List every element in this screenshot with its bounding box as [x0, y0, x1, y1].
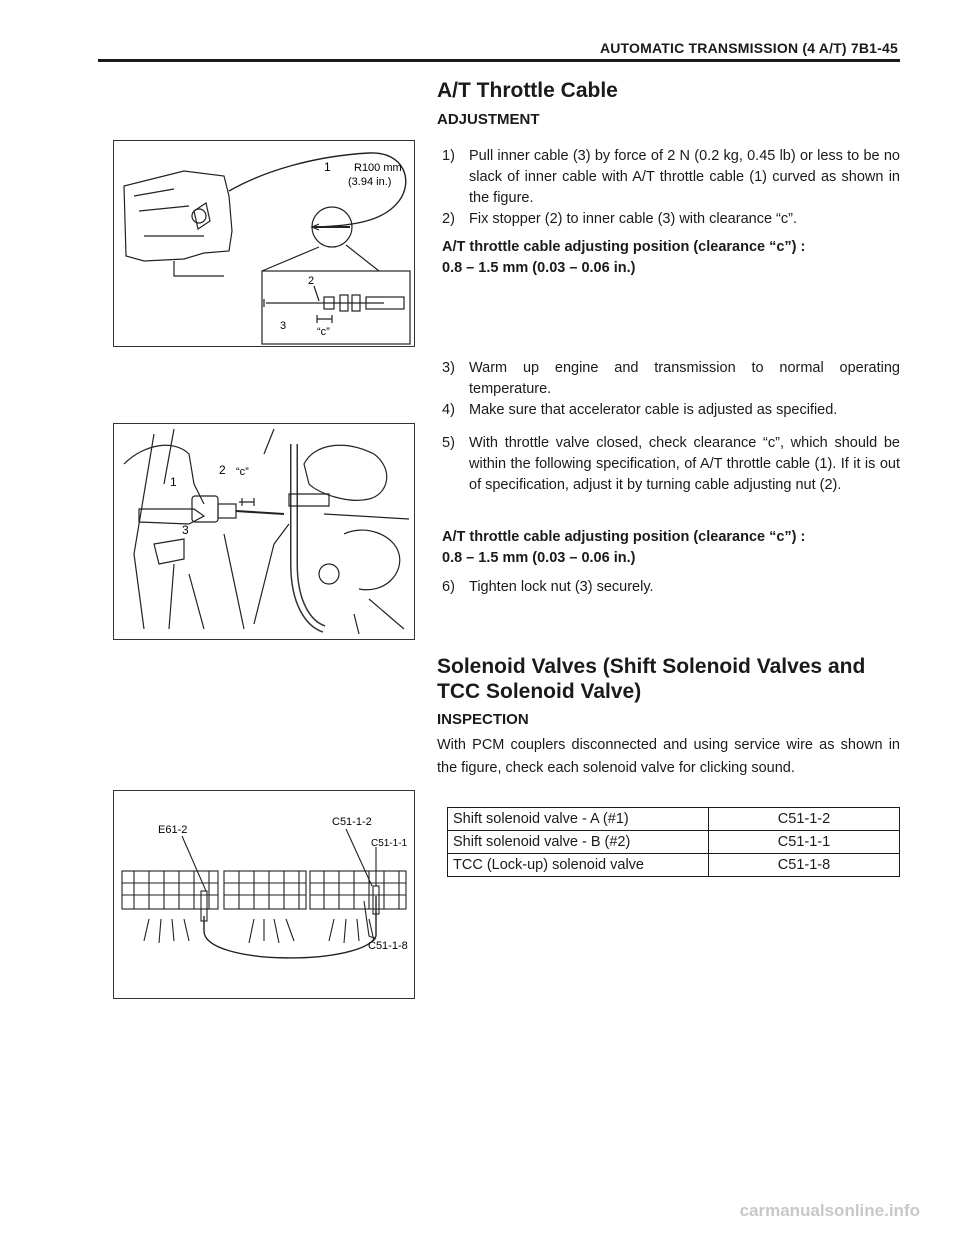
fig1-label-1: 1 — [324, 160, 331, 174]
step-3: 3) Warm up engine and transmission to normal operating temperature. — [442, 360, 900, 397]
table-cell-code: C51-1-1 — [709, 831, 900, 854]
figure-pcm-couplers — [113, 790, 415, 999]
solenoid-terminal-table — [447, 807, 900, 877]
step-1: 1) Pull inner cable (3) by force of 2 N (0.2 kg, 0.45 lb) or less to be no slack of inner cable with A/T throttle cable (1) curved as shown in the figure. — [442, 148, 900, 206]
table-row — [448, 854, 900, 877]
table-row — [448, 831, 900, 854]
page-header: AUTOMATIC TRANSMISSION (4 A/T) 7B1-45 — [599, 40, 898, 56]
step-4: 4) Make sure that accelerator cable is adjusted as specified. — [442, 402, 838, 418]
watermark: carmanualsonline.info — [739, 1201, 920, 1220]
fig1-radius-label: R100 mm — [354, 162, 402, 174]
figure-cable-curve — [113, 140, 415, 347]
fig2-label-c: “c” — [236, 466, 249, 478]
inspection-paragraph: With PCM couplers disconnected and using service wire as shown in the figure, check each solenoid valve for clicking sound. — [437, 737, 900, 776]
fig3-label-c51-1-8: C51-1-8 — [368, 940, 408, 952]
subheading-inspection: INSPECTION — [437, 711, 529, 728]
fig1-radius-inch-label: (3.94 in.) — [348, 176, 392, 188]
table-cell-name: Shift solenoid valve - B (#2) — [448, 831, 709, 854]
fig1-label-c: “c” — [317, 326, 330, 338]
fig2-label-1: 1 — [170, 475, 177, 489]
spec-1: A/T throttle cable adjusting position (clearance “c”) : 0.8 – 1.5 mm (0.03 – 0.06 in.) — [442, 239, 806, 276]
table-row — [448, 808, 900, 831]
fig2-label-2: 2 — [219, 463, 226, 477]
section-title-solenoid-valves: Solenoid Valves (Shift Solenoid Valves and TCC Solenoid Valve) — [437, 655, 866, 703]
step-2: 2) Fix stopper (2) to inner cable (3) with clearance “c”. — [442, 211, 797, 227]
section-title-throttle-cable: A/T Throttle Cable — [437, 79, 618, 102]
fig1-label-3: 3 — [280, 320, 287, 332]
fig2-label-3: 3 — [182, 523, 189, 537]
fig3-label-c51-1-1: C51-1-1 — [371, 838, 408, 849]
header-rule — [98, 59, 900, 62]
table-cell-name: TCC (Lock-up) solenoid valve — [448, 854, 709, 877]
subheading-adjustment: ADJUSTMENT — [437, 111, 540, 128]
figure-pcm-couplers-drawing — [114, 791, 414, 998]
table-cell-name: Shift solenoid valve - A (#1) — [448, 808, 709, 831]
table-cell-code: C51-1-2 — [709, 808, 900, 831]
fig3-label-e61-2: E61-2 — [158, 824, 188, 836]
spec-2: A/T throttle cable adjusting position (clearance “c”) : 0.8 – 1.5 mm (0.03 – 0.06 in.) — [442, 529, 806, 566]
figure-throttle-cable-engine-drawing — [114, 424, 414, 639]
step-5: 5) With throttle valve closed, check clearance “c”, which should be within the following specification, of A/T throttle cable (1). If it is out of specification, adjust it by turning cable adjusting nut (2). — [442, 435, 900, 493]
step-6: 6) Tighten lock nut (3) securely. — [442, 579, 654, 595]
fig3-label-c51-1-2: C51-1-2 — [332, 816, 372, 828]
figure-throttle-cable-engine — [113, 423, 415, 640]
figure-cable-curve-drawing — [114, 141, 414, 346]
fig1-label-2: 2 — [308, 275, 315, 287]
table-cell-code: C51-1-8 — [709, 854, 900, 877]
